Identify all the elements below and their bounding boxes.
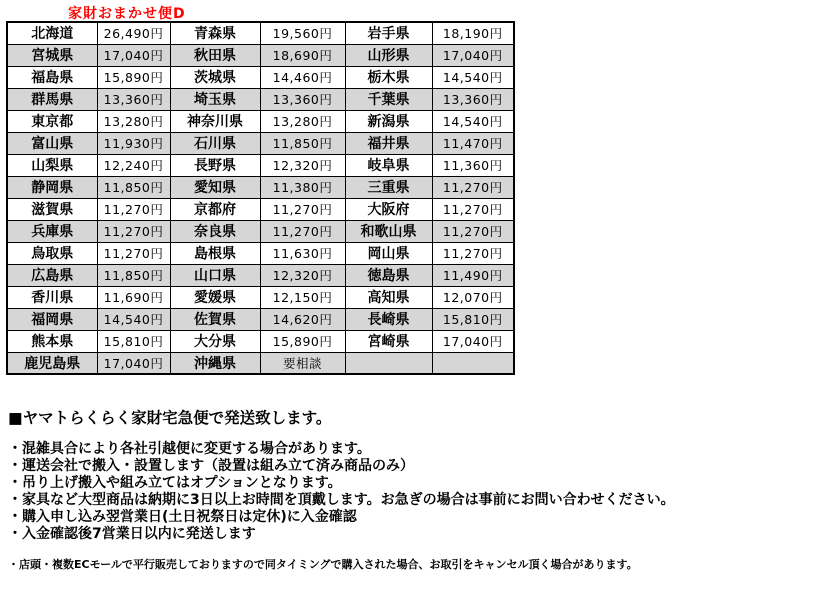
prefecture-cell: 愛知県	[170, 176, 260, 198]
shipping-note-item: ・家具など大型商品は納期に3日以上お時間を頂戴します。お急ぎの場合は事前にお問い合わせください。	[8, 492, 675, 508]
price-cell: 11,470円	[432, 132, 514, 154]
prefecture-cell: 岡山県	[345, 242, 432, 264]
price-cell: 11,270円	[97, 198, 170, 220]
price-cell: 12,070円	[432, 286, 514, 308]
prefecture-cell: 京都府	[170, 198, 260, 220]
shipping-notes	[8, 406, 818, 572]
prefecture-cell: 石川県	[170, 132, 260, 154]
prefecture-cell: 和歌山県	[345, 220, 432, 242]
prefecture-cell: 新潟県	[345, 110, 432, 132]
prefecture-cell: 島根県	[170, 242, 260, 264]
prefecture-cell: 秋田県	[170, 44, 260, 66]
table-body	[7, 22, 514, 374]
price-cell: 11,270円	[97, 242, 170, 264]
price-cell: 13,280円	[97, 110, 170, 132]
table-row	[7, 220, 514, 242]
prefecture-cell: 三重県	[345, 176, 432, 198]
price-cell: 11,630円	[260, 242, 345, 264]
shipping-note-item: ・混雑具合により各社引越便に変更する場合があります。	[8, 441, 371, 457]
price-cell: 11,360円	[432, 154, 514, 176]
prefecture-cell: 徳島県	[345, 264, 432, 286]
prefecture-cell: 香川県	[7, 286, 97, 308]
table-row	[7, 264, 514, 286]
table-row	[7, 198, 514, 220]
shipping-notes-heading: ■ヤマトらくらく家財宅急便で発送致します。	[8, 409, 332, 427]
price-cell: 17,040円	[432, 330, 514, 352]
price-cell: 13,360円	[97, 88, 170, 110]
table-row	[7, 352, 514, 374]
table-row	[7, 242, 514, 264]
price-cell: 15,810円	[97, 330, 170, 352]
prefecture-cell: 長崎県	[345, 308, 432, 330]
price-cell: 17,040円	[97, 44, 170, 66]
shipping-note-item: ・入金確認後7営業日以内に発送します	[8, 526, 256, 542]
price-cell: 11,270円	[260, 198, 345, 220]
prefecture-cell: 群馬県	[7, 88, 97, 110]
prefecture-cell: 栃木県	[345, 66, 432, 88]
price-cell: 17,040円	[432, 44, 514, 66]
shipping-fee-table	[6, 21, 515, 375]
prefecture-cell: 鳥取県	[7, 242, 97, 264]
prefecture-cell: 長野県	[170, 154, 260, 176]
price-cell: 14,540円	[97, 308, 170, 330]
price-cell: 11,850円	[260, 132, 345, 154]
price-cell: 11,690円	[97, 286, 170, 308]
price-cell: 19,560円	[260, 22, 345, 44]
price-cell: 11,850円	[97, 176, 170, 198]
table-row	[7, 44, 514, 66]
prefecture-cell: 山口県	[170, 264, 260, 286]
price-cell: 13,360円	[432, 88, 514, 110]
price-cell: 11,490円	[432, 264, 514, 286]
table-row	[7, 154, 514, 176]
price-cell: 11,270円	[260, 220, 345, 242]
price-cell: 15,810円	[432, 308, 514, 330]
price-cell: 14,540円	[432, 110, 514, 132]
prefecture-cell: 愛媛県	[170, 286, 260, 308]
prefecture-cell: 沖縄県	[170, 352, 260, 374]
table-row	[7, 66, 514, 88]
prefecture-cell: 北海道	[7, 22, 97, 44]
prefecture-cell: 熊本県	[7, 330, 97, 352]
prefecture-cell: 奈良県	[170, 220, 260, 242]
prefecture-cell: 東京都	[7, 110, 97, 132]
table-row	[7, 308, 514, 330]
prefecture-cell: 鹿児島県	[7, 352, 97, 374]
price-cell: 11,270円	[432, 198, 514, 220]
prefecture-cell: 福井県	[345, 132, 432, 154]
prefecture-cell: 茨城県	[170, 66, 260, 88]
price-cell: 18,690円	[260, 44, 345, 66]
prefecture-cell: 宮城県	[7, 44, 97, 66]
prefecture-cell: 山梨県	[7, 154, 97, 176]
price-cell: 11,270円	[432, 242, 514, 264]
table-row	[7, 286, 514, 308]
price-cell: 12,320円	[260, 154, 345, 176]
prefecture-cell: 高知県	[345, 286, 432, 308]
shipping-plan-title: 家財おまかせ便D	[68, 6, 186, 22]
price-cell: 14,540円	[432, 66, 514, 88]
price-cell: 11,850円	[97, 264, 170, 286]
table-row	[7, 330, 514, 352]
prefecture-cell: 宮崎県	[345, 330, 432, 352]
table-row	[7, 88, 514, 110]
price-cell: 11,270円	[97, 220, 170, 242]
prefecture-cell: 広島県	[7, 264, 97, 286]
prefecture-cell: 岩手県	[345, 22, 432, 44]
price-cell: 13,280円	[260, 110, 345, 132]
table-row	[7, 132, 514, 154]
prefecture-cell: 大阪府	[345, 198, 432, 220]
prefecture-cell: 福島県	[7, 66, 97, 88]
shipping-note-item: ・運送会社で搬入・設置します（設置は組み立て済み商品のみ）	[8, 458, 414, 474]
price-cell: 13,360円	[260, 88, 345, 110]
price-cell	[432, 352, 514, 374]
prefecture-cell: 大分県	[170, 330, 260, 352]
price-cell: 12,150円	[260, 286, 345, 308]
table-row	[7, 22, 514, 44]
table-row	[7, 176, 514, 198]
price-cell: 15,890円	[97, 66, 170, 88]
price-cell: 14,620円	[260, 308, 345, 330]
prefecture-cell: 神奈川県	[170, 110, 260, 132]
prefecture-cell: 岐阜県	[345, 154, 432, 176]
price-cell: 11,270円	[432, 176, 514, 198]
price-cell: 14,460円	[260, 66, 345, 88]
prefecture-cell: 福岡県	[7, 308, 97, 330]
prefecture-cell: 静岡県	[7, 176, 97, 198]
price-cell: 11,270円	[432, 220, 514, 242]
price-cell: 11,380円	[260, 176, 345, 198]
prefecture-cell: 山形県	[345, 44, 432, 66]
prefecture-cell: 埼玉県	[170, 88, 260, 110]
shipping-note-item: ・吊り上げ搬入や組み立てはオプションとなります。	[8, 475, 342, 491]
price-cell: 26,490円	[97, 22, 170, 44]
shipping-note-item: ・購入申し込み翌営業日(土日祝祭日は定休)に入金確認	[8, 509, 357, 525]
table-row	[7, 110, 514, 132]
prefecture-cell: 千葉県	[345, 88, 432, 110]
prefecture-cell	[345, 352, 432, 374]
prefecture-cell: 滋賀県	[7, 198, 97, 220]
price-cell: 要相談	[260, 352, 345, 374]
price-cell: 18,190円	[432, 22, 514, 44]
prefecture-cell: 兵庫県	[7, 220, 97, 242]
prefecture-cell: 青森県	[170, 22, 260, 44]
price-cell: 12,320円	[260, 264, 345, 286]
prefecture-cell: 富山県	[7, 132, 97, 154]
price-cell: 15,890円	[260, 330, 345, 352]
price-cell: 11,930円	[97, 132, 170, 154]
price-cell: 17,040円	[97, 352, 170, 374]
cancellation-footnote: ・店頭・複数ECモールで平行販売しておりますので同タイミングで購入された場合、お取引をキャンセル頂く場合があります。	[8, 558, 638, 571]
prefecture-cell: 佐賀県	[170, 308, 260, 330]
shipping-notes-list	[8, 441, 818, 543]
price-cell: 12,240円	[97, 154, 170, 176]
